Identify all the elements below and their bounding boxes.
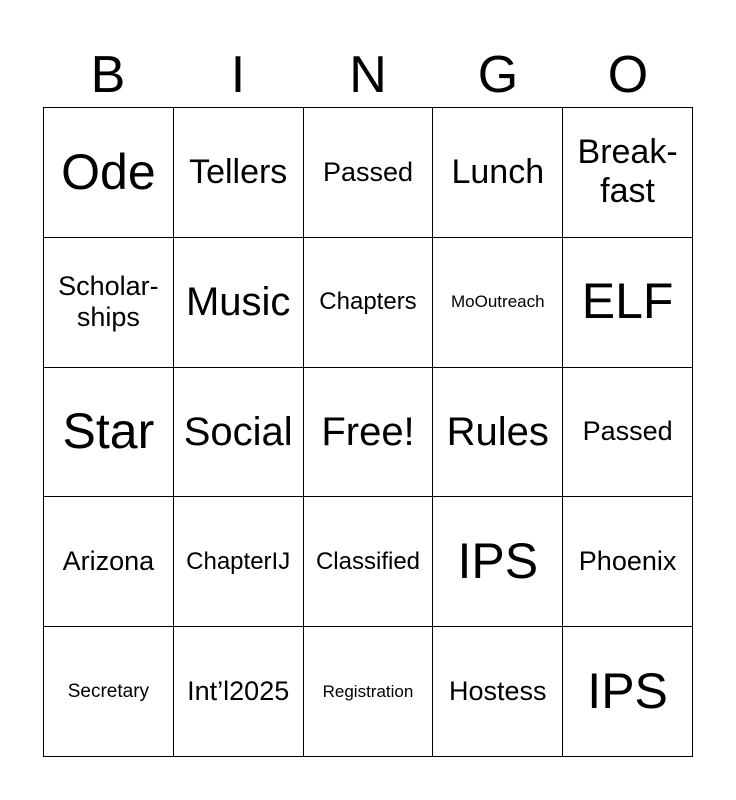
bingo-cell-r2-c3[interactable]: Chapters xyxy=(304,238,434,368)
bingo-cell-r3-c4[interactable]: Rules xyxy=(433,368,563,498)
bingo-cell-r5-c2[interactable]: Int’l2025 xyxy=(174,627,304,757)
bingo-cell-r5-c3[interactable]: Registration xyxy=(304,627,434,757)
header-letter-n: N xyxy=(349,46,387,104)
bingo-cell-r3-c5[interactable]: Passed xyxy=(563,368,693,498)
bingo-cell-r2-c1[interactable]: Scholar- ships xyxy=(44,238,174,368)
bingo-cell-r1-c3[interactable]: Passed xyxy=(304,108,434,238)
header-letter-g: G xyxy=(477,46,519,104)
bingo-cell-r2-c4[interactable]: MoOutreach xyxy=(433,238,563,368)
bingo-cell-r4-c2[interactable]: ChapterIJ xyxy=(174,497,304,627)
bingo-cell-r1-c5[interactable]: Break- fast xyxy=(563,108,693,238)
bingo-cell-r4-c4[interactable]: IPS xyxy=(433,497,563,627)
bingo-cell-r5-c1[interactable]: Secretary xyxy=(44,627,174,757)
bingo-header xyxy=(43,42,693,108)
bingo-cell-r3-c2[interactable]: Social xyxy=(174,368,304,498)
bingo-cell-r5-c4[interactable]: Hostess xyxy=(433,627,563,757)
bingo-cell-r4-c3[interactable]: Classified xyxy=(304,497,434,627)
header-letter-i: I xyxy=(230,46,246,104)
bingo-cell-r2-c5[interactable]: ELF xyxy=(563,238,693,368)
bingo-cell-r4-c5[interactable]: Phoenix xyxy=(563,497,693,627)
bingo-cell-r3-c3[interactable]: Free! xyxy=(304,368,434,498)
bingo-cell-r1-c1[interactable]: Ode xyxy=(44,108,174,238)
bingo-cell-r1-c4[interactable]: Lunch xyxy=(433,108,563,238)
bingo-cell-r3-c1[interactable]: Star xyxy=(44,368,174,498)
header-letter-o: O xyxy=(607,46,649,104)
header-letter-b: B xyxy=(90,46,126,104)
bingo-cell-r1-c2[interactable]: Tellers xyxy=(174,108,304,238)
bingo-cell-r5-c5[interactable]: IPS xyxy=(563,627,693,757)
bingo-cell-r4-c1[interactable]: Arizona xyxy=(44,497,174,627)
bingo-cell-r2-c2[interactable]: Music xyxy=(174,238,304,368)
bingo-board xyxy=(43,107,693,757)
